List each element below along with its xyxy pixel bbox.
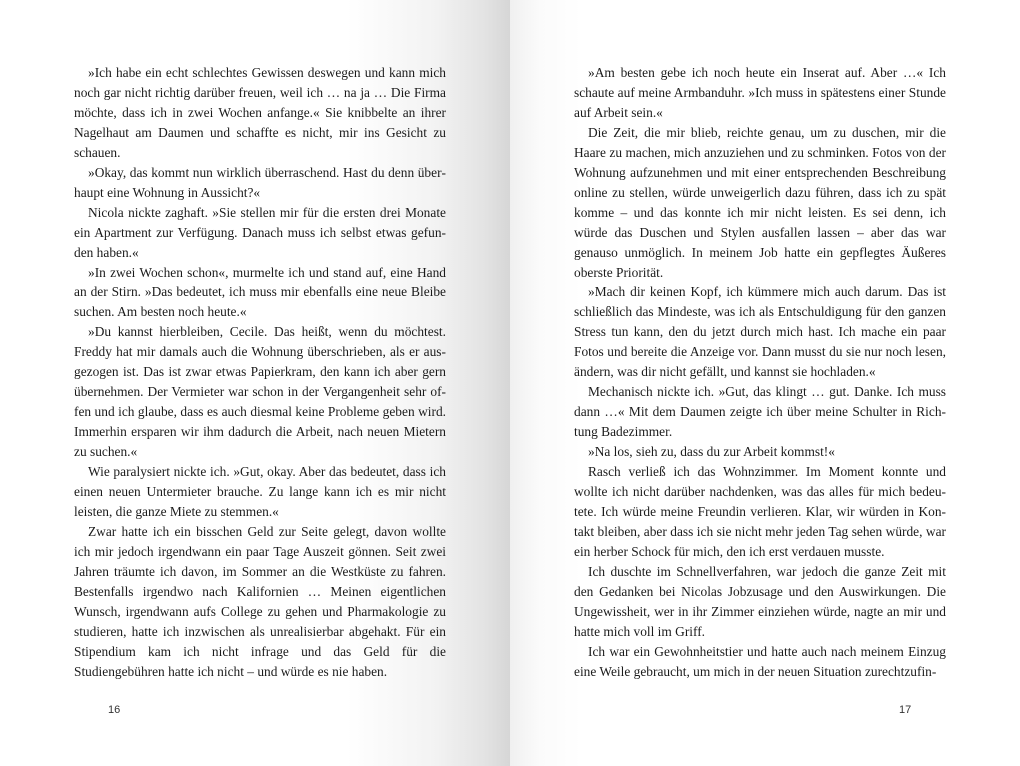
page-number: 17 <box>899 704 912 716</box>
paragraph: »In zwei Wochen schon«, murmelte ich und stand auf, eine Hand an der Stirn. »Das bedeutet, ich muss mir ebenfalls eine neue Bleibe suchen. Am besten noch heute.« <box>74 264 446 320</box>
left-page-text <box>74 63 446 682</box>
page-number: 16 <box>108 704 121 716</box>
paragraph: »Ich habe ein echt schlechtes Gewissen deswegen und kann mich noch gar nicht richtig darüber freuen, weil ich … na ja … Die Firma möchte, dass ich in zwei Wochen anfange.« Sie knibbelte an ihrer Nagelhaut am Daumen und schaffte es nicht, mir ins Gesicht zu schauen. <box>74 65 446 160</box>
paragraph: Nicola nickte zaghaft. »Sie stellen mir für die ersten drei Monate ein Apartment zur Verfügung. Danach muss ich selbst etwas gefunden haben.« <box>74 204 446 260</box>
paragraph: Mechanisch nickte ich. »Gut, das klingt … gut. Danke. Ich muss dann …« Mit dem Daumen zeigte ich über meine Schulter in Richtung Badezimmer. <box>574 384 946 440</box>
paragraph: »Mach dir keinen Kopf, ich kümmere mich auch darum. Das ist schließlich das Mindeste, was ich als Entschuldigung für den ganzen Stress tun kann, den du jetzt durch mich hast. Ich mache ein paar Fotos und bereite die Anzeige vor. Dann musst du sie nur noch lesen, ändern, was dir nicht gefällt, und kannst sie hochladen.« <box>574 284 946 380</box>
paragraph: Ich war ein Gewohnheitstier und hatte auch nach meinem Einzug eine Weile gebraucht, um mich in der neuen Situation zurechtzufin- <box>574 643 946 679</box>
paragraph: Die Zeit, die mir blieb, reichte genau, um zu duschen, mir die Haare zu machen, mich anzuziehen und zu schminken. Fotos von der Wohnung aufzunehmen und mit einer entsprechenden Beschreibung online zu stellen, würde unweigerlich dazu führen, dass ich zu spät komme – und das konnte ich mir nicht leisten. Es sei denn, ich würde das Duschen und Stylen ausfallen lassen – aber das war genauso unmöglich. In meinem Job hatte ein gepflegtes Äußeres oberste Priorität. <box>574 124 946 280</box>
right-page-text <box>574 63 946 682</box>
paragraph: »Na los, sieh zu, dass du zur Arbeit kommst!« <box>588 444 835 460</box>
right-page <box>510 0 1020 766</box>
paragraph: »Am besten gebe ich noch heute ein Inserat auf. Aber …« Ich schaute auf meine Armbanduhr. »Ich muss in spätestens einer Stunde auf Arbeit sein.« <box>574 65 946 120</box>
paragraph: »Okay, das kommt nun wirklich überraschend. Hast du denn überhaupt eine Wohnung in Aussicht?« <box>74 164 446 200</box>
paragraph: Rasch verließ ich das Wohnzimmer. Im Moment konnte und wollte ich nicht darüber nachdenken, was das alles für mich bedeutete. Ich würde meine Freundin verlieren. Klar, wir würden in Kontakt bleiben, aber dass ich sie nicht mehr jeden Tag sehen würde, war ein herber Schock für mich, den ich erst verdauen musste. <box>574 464 946 559</box>
paragraph: Zwar hatte ich ein bisschen Geld zur Seite gelegt, davon wollte ich mir jedoch irgendwann ein paar Tage Auszeit gönnen. Seit zwei Jahren träumte ich davon, im Sommer an die Westküste zu fahren. Bestenfalls irgendwo nach Kalifornien … Meinen eigentlichen Wunsch, irgendwann aufs College zu gehen und Pharmakologie zu studieren, hatte ich inzwischen als unrealisierbar abgehakt. Für ein Stipendium kam ich nicht infrage und das Geld für die Studiengebühren hatte ich nicht – und würde es nie haben. <box>74 523 446 679</box>
paragraph: Ich duschte im Schnellverfahren, war jedoch die ganze Zeit mit den Gedanken bei Nicolas Jobzusage und den Auswirkungen. Die Ungewissheit, wer in ihr Zimmer einziehen würde, nagte an mir und hatte mich voll im Griff. <box>574 563 946 639</box>
paragraph: Wie paralysiert nickte ich. »Gut, okay. Aber das bedeutet, dass ich einen neuen Untermieter brauche. Zu lange kann ich es mir nicht leisten, die ganze Miete zu stemmen.« <box>74 464 446 519</box>
paragraph: »Du kannst hierbleiben, Cecile. Das heißt, wenn du möchtest. Freddy hat mir damals auch die Wohnung überschrieben, als er ausgezogen ist. Das ist zwar etwas Papierkram, den kann ich aber gern übernehmen. Der Vermieter war schon in der Vergangenheit sehr offen und ich glaube, dass es auch diesmal keine Probleme geben wird. Immerhin ersparen wir ihm dadurch die Arbeit, nach neuen Mietern zu suchen.« <box>74 324 446 460</box>
